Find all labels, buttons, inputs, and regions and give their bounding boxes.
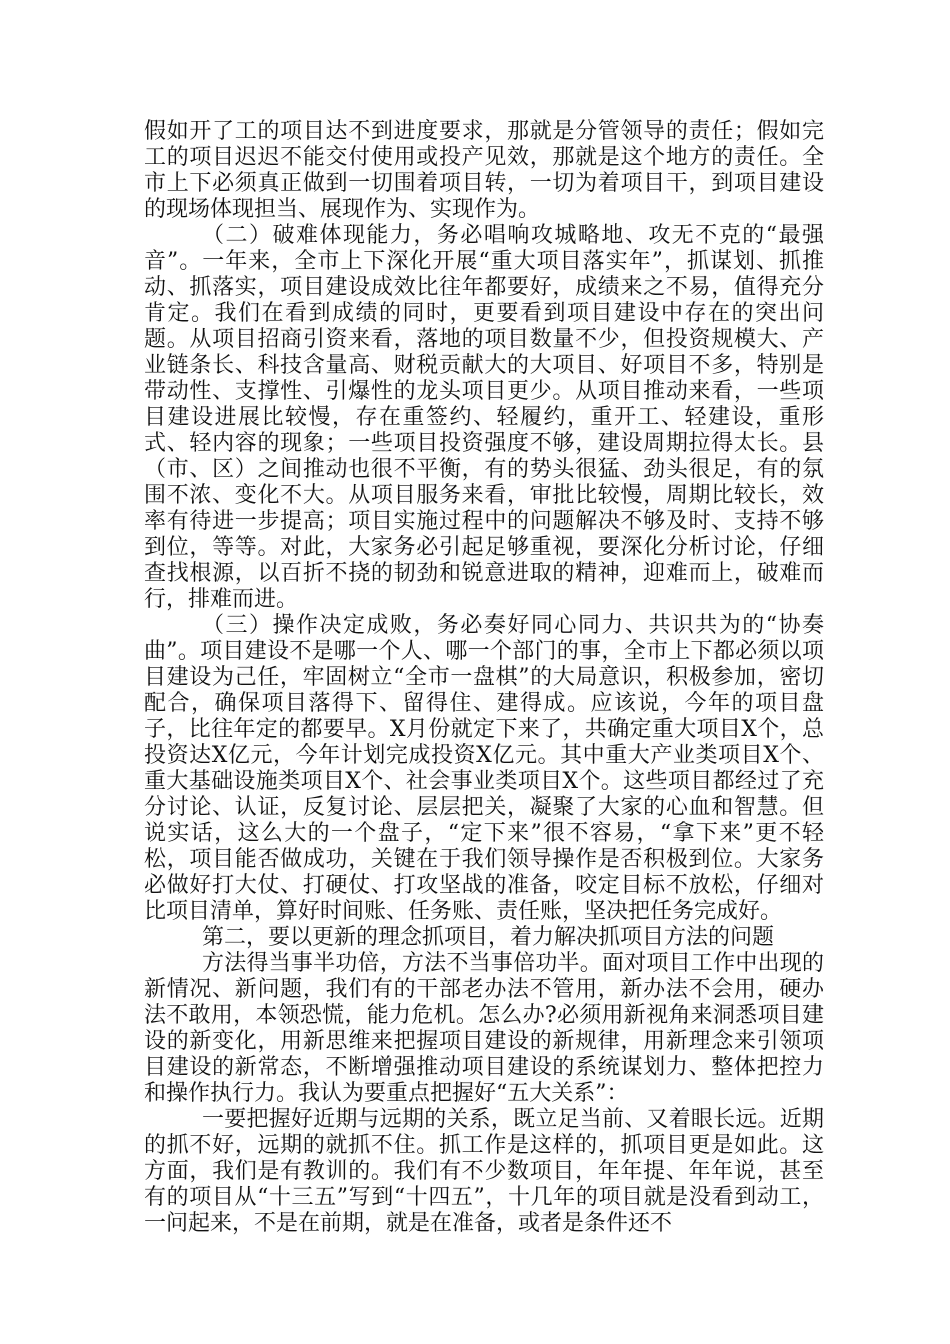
section-heading: 第二，要以更新的理念抓项目，着力解决抓项目方法的问题 xyxy=(202,925,775,950)
paragraph-1: 假如开了工的项目达不到进度要求，那就是分管领导的责任；假如完工的项目迟迟不能交付使用或投产见效，那就是这个地方的责任。全市上下必须真正做到一切围着项目转，一切为着项目干，到项目建设的现场体现担当、展现作为、实现作为。 xyxy=(144,119,824,222)
paragraph-5: 一要把握好近期与远期的关系，既立足当前、又着眼长远。近期的抓不好，远期的就抓不住。抓工作是这样的，抓项目更是如此。这方面，我们是有教训的。我们有不少数项目，年年提、年年说，甚至有的项目从“十三五”写到“十四五”，十几年的项目就是没看到动工，一问起来，不是在前期，就是在准备，或者是条件还不 xyxy=(144,1107,824,1236)
paragraph-4: 方法得当事半功倍，方法不当事倍功半。面对项目工作中出现的新情况、新问题，我们有的干部老办法不管用，新办法不会用，硬办法不敢用，本领恐慌，能力危机。怎么办?必须用新视角来洞悉项目建设的新变化，用新思维来把握项目建设的新规律，用新理念来引领项目建设的新常态，不断增强推动项目建设的系统谋划力、整体把控力和操作执行力。我认为要重点把握好“五大关系”： xyxy=(144,951,824,1106)
document-body xyxy=(144,119,824,1237)
paragraph-3: （三）操作决定成败，务必奏好同心同力、共识共为的“协奏曲”。项目建设不是哪一个人、哪一个部门的事，全市上下都必须以项目建设为己任，牢固树立“全市一盘棋”的大局意识，积极参加，密切配合，确保项目落得下、留得住、建得成。应该说，今年的项目盘子，比往年定的都要早。X月份就定下来了，共确定重大项目X个，总投资达X亿元，今年计划完成投资X亿元。其中重大产业类项目X个、重大基础设施类项目X个、社会事业类项目X个。这些项目都经过了充分讨论、认证，反复讨论、层层把关，凝聚了大家的心血和智慧。但说实话，这么大的一个盘子，“定下来”很不容易，“拿下来”更不轻松，项目能否做成功，关键在于我们领导操作是否积极到位。大家务必做好打大仗、打硬仗、打攻坚战的准备，咬定目标不放松，仔细对比项目清单，算好时间账、任务账、责任账，坚决把任务完成好。 xyxy=(144,613,824,924)
paragraph-2: （二）破难体现能力，务必唱响攻城略地、攻无不克的“最强音”。一年来，全市上下深化开展“重大项目落实年”，抓谋划、抓推动、抓落实，项目建设成效比往年都要好，成绩来之不易，值得充分肯定。我们在看到成绩的同时，更要看到项目建设中存在的突出问题。从项目招商引资来看，落地的项目数量不少，但投资规模大、产业链条长、科技含量高、财税贡献大的大项目、好项目不多，特别是带动性、支撑性、引爆性的龙头项目更少。从项目推动来看，一些项目建设进展比较慢，存在重签约、轻履约，重开工、轻建设，重形式、轻内容的现象；一些项目投资强度不够，建设周期拉得太长。县（市、区）之间推动也很不平衡，有的势头很猛、劲头很足，有的氛围不浓、变化不大。从项目服务来看，审批比较慢，周期比较长，效率有待进一步提高；项目实施过程中的问题解决不够及时、支持不够到位，等等。对此，大家务必引起足够重视，要深化分析讨论，仔细查找根源，以百折不挠的韧劲和锐意进取的精神，迎难而上，破难而行，排难而进。 xyxy=(144,223,824,612)
